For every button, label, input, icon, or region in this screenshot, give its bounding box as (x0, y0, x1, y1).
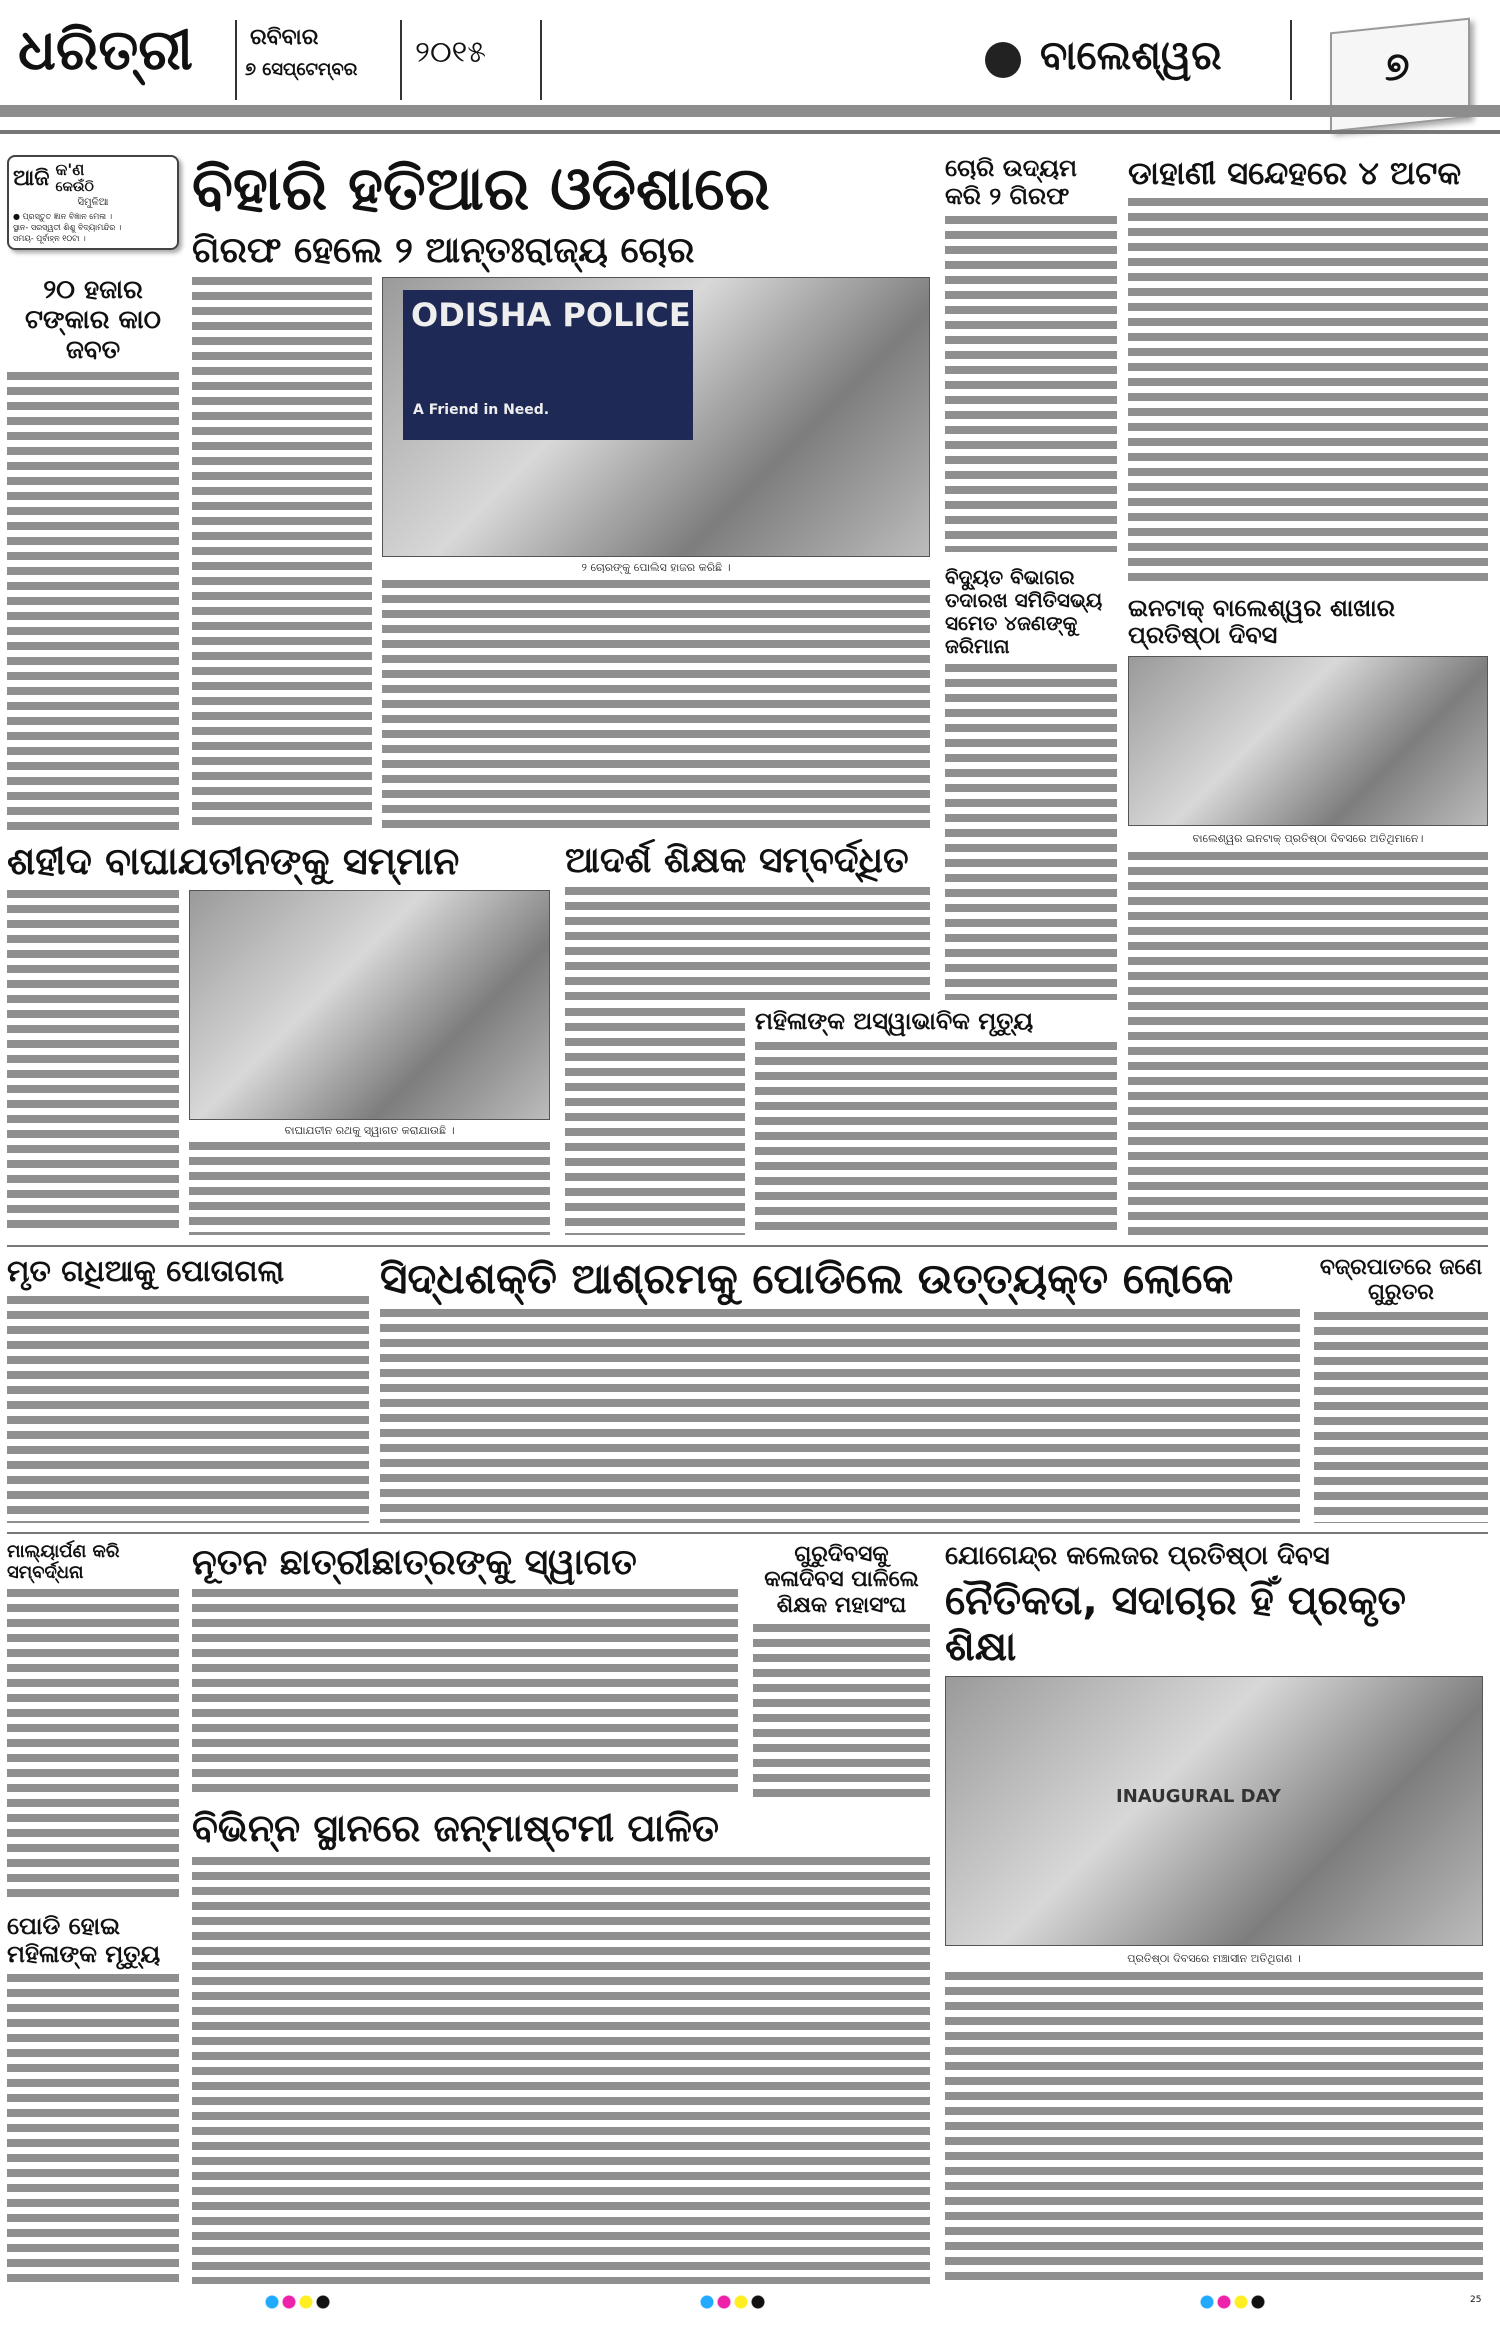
today-item: ସମୟ- ପୂର୍ବାହ୍ନ ୧୦ଟା । (13, 233, 86, 243)
today-item: ସ୍ଥାନ- ସରସ୍ୱତୀ ଶିଶୁ ବିଦ୍ୟାମନ୍ଦିର । (13, 222, 122, 232)
janmashtami-headline: ବିଭିନ୍ନ ସ୍ଥାନରେ ଜନ୍ମାଷ୍ଟମୀ ପାଳିତ (192, 1806, 720, 1850)
burn-headline: ପୋଡି ହୋଇ ମହିଳାଙ୍କ ମୃତ୍ୟୁ (7, 1912, 161, 1968)
college-kicker: ଯୋଗେନ୍ଦ୍ର କଲେଜର ପ୍ରତିଷ୍ଠା ଦିବସ (945, 1541, 1330, 1571)
college-photo (945, 1676, 1483, 1946)
article-text (7, 1589, 179, 1899)
ashram-headline: ସିଦ୍ଧଶକ୍ତି ଆଶ୍ରମକୁ ପୋଡିଲେ ଉତ୍ତ୍ୟକ୍ତ ଲୋକେ (380, 1254, 1234, 1303)
photo-caption: ପ୍ରତିଷ୍ଠା ଦିବସରେ ମଞ୍ଚାସୀନ ଅତିଥିଗଣ । (1127, 1951, 1301, 1965)
masthead-year: ୨୦୧୫ (415, 35, 487, 70)
police-photo (382, 277, 930, 557)
main-headline: ବିହାରି ହତିଆର ଓଡିଶାରେ (192, 154, 770, 224)
photo-caption: ୨ ଚୋରଙ୍କୁ ପୋଲିସ ହାଜର କରିଛି । (581, 561, 731, 575)
today-place: ସିମୁଳିଆ (77, 197, 109, 209)
intach-photo (1128, 656, 1488, 826)
divider (540, 20, 542, 100)
welcome-headline: ନୂତନ ଛାତ୍ରୀଛାତ୍ରଙ୍କୁ ସ୍ୱାଗତ (192, 1542, 637, 1583)
photo-banner: INAUGURAL DAY (1116, 1785, 1281, 1807)
paper-name: ଧରିତ୍ରୀ (18, 18, 193, 83)
section-rule (7, 1245, 1488, 1247)
divider (1290, 20, 1292, 100)
garland-headline: ମାଲ୍ୟାର୍ପଣ କରି ସମ୍ବର୍ଦ୍ଧନା (7, 1541, 120, 1583)
edition-name: ବାଲେଶ୍ୱର (1040, 33, 1222, 79)
theft-headline: ଚୋରି ଉଦ୍ୟମ କରି ୨ ଗିରଫ (945, 154, 1077, 210)
guru-headline: ଗୁରୁଦିବସକୁ କଳାଦିବସ ପାଳିଲେ ଶିକ୍ଷକ ମହାସଂଘ (764, 1542, 919, 1618)
lightning-headline: ବଜ୍ରପାତରେ ଜଣେ ଗୁରୁତର (1319, 1255, 1483, 1306)
article-text (7, 890, 179, 1235)
color-registration-marks (1200, 2295, 1270, 2309)
woman-death-headline: ମହିଳାଙ୍କ ଅସ୍ୱାଭାବିକ ମୃତ୍ୟୁ (755, 1007, 1034, 1035)
footer-page-number: 25 (1470, 2295, 1482, 2305)
masthead-rule (0, 130, 1500, 134)
article-text (380, 1309, 1300, 1523)
color-registration-marks (700, 2295, 770, 2309)
masthead-day: ରବିବାର (250, 25, 319, 50)
page-number: ୭ (1385, 44, 1410, 90)
bullet-icon (985, 42, 1021, 78)
article-text (1128, 852, 1488, 1235)
electric-headline: ବିଦ୍ୟୁତ ବିଭାଗର ତଦାରଖ ସମିତିସଭ୍ୟ ସମେତ ୪ଜଣଙ୍କୁ ଜରିମାନା (945, 565, 1103, 659)
divider (235, 20, 237, 100)
college-headline: ନୈତିକତା, ସଦାଚାର ହିଁ ପ୍ରକୃତ ଶିକ୍ଷା (945, 1577, 1407, 1670)
article-text (7, 372, 179, 830)
today-item: ● ପ୍ରସ୍ତୁତ ଜ୍ଞାନ ବିଜ୍ଞାନ ମେଳା । (13, 211, 113, 221)
teacher-headline: ଆଦର୍ଶ ଶିକ୍ଷକ ସମ୍ବର୍ଦ୍ଧିତ (565, 840, 909, 881)
intach-headline: ଇନଟାକ୍ ବାଲେଶ୍ୱର ଶାଖାର ପ୍ରତିଷ୍ଠା ଦିବସ (1128, 593, 1395, 650)
article-text (945, 664, 1117, 1000)
today-label: ଆଜି (13, 165, 50, 191)
photo-sign: ODISHA POLICE (411, 296, 691, 335)
where-label: କେଉଁଠି (55, 179, 94, 196)
bagha-photo (189, 890, 550, 1120)
article-text (1314, 1312, 1488, 1523)
bagha-headline: ଶହୀଦ ବାଘାଯତୀନଙ୍କୁ ସମ୍ମାନ (7, 839, 460, 883)
main-subhead: ଗିରଫ ହେଲେ ୨ ଆନ୍ତଃରାଜ୍ୟ ଚୋର (192, 230, 695, 271)
masthead-bar (0, 105, 1500, 117)
article-text (192, 1857, 930, 2284)
masthead-date: ୭ ସେପ୍ଟେମ୍ବର (245, 59, 358, 80)
section-rule (7, 1532, 1488, 1534)
color-registration-marks (265, 2295, 335, 2309)
article-text (189, 1142, 550, 1235)
what-label: କ'ଣ (55, 160, 85, 179)
article-text (755, 1042, 1117, 1235)
article-text (565, 887, 930, 1000)
wood-headline: ୨୦ ହଜାର ଟଙ୍କାର କାଠ ଜବତ (25, 274, 161, 365)
article-text (382, 580, 930, 830)
article-text (565, 1008, 745, 1235)
article-text (7, 1296, 369, 1524)
article-text (945, 216, 1117, 552)
today-box (7, 155, 179, 250)
article-text (7, 1974, 179, 2284)
article-text (1128, 198, 1488, 581)
photo-caption: ବାଘାଯତୀନ ରଥକୁ ସ୍ୱାଗତ କରାଯାଉଛି । (284, 1123, 455, 1137)
photo-caption: ବାଲେଶ୍ୱର ଇନଟାକ୍ ପ୍ରତିଷ୍ଠା ଦିବସରେ ଅତିଥିମାନେ। (1192, 831, 1424, 845)
article-text (192, 1589, 738, 1797)
witch-headline: ଡାହାଣୀ ସନ୍ଦେହରେ ୪ ଅଟକ (1128, 154, 1462, 192)
photo-sign: A Friend in Need. (413, 402, 550, 419)
article-text (753, 1624, 930, 1797)
article-text (192, 277, 372, 830)
wolf-headline: ମୃତ ଗଧିଆକୁ ପୋତାଗଲା (7, 1254, 285, 1289)
divider (400, 20, 402, 100)
article-text (945, 1972, 1483, 2284)
